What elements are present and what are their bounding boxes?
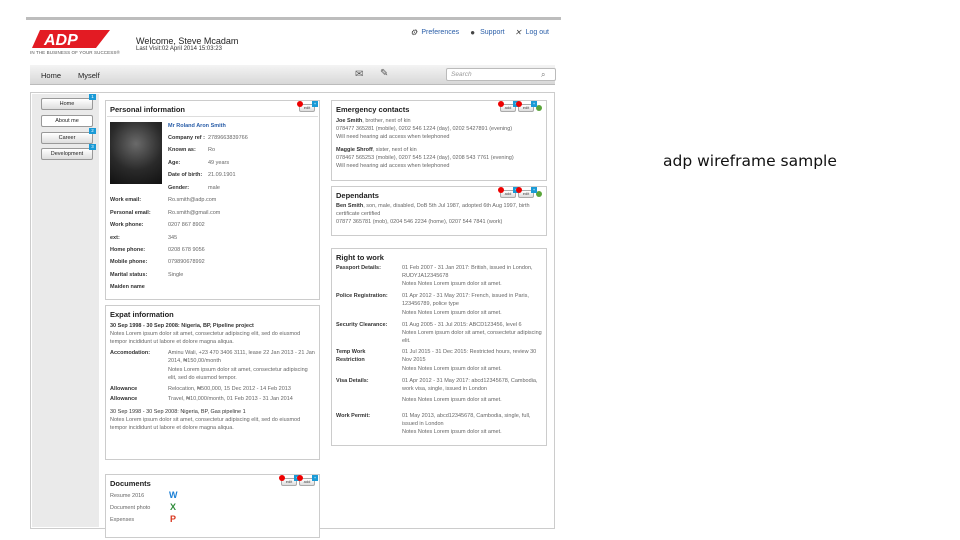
close-icon: ✕: [514, 28, 522, 37]
right-to-work-title: Right to work: [336, 253, 384, 262]
field-value: 079890678992: [168, 259, 205, 265]
dependants-title: Dependants: [336, 191, 379, 200]
dependant-desc: , son, male, disabled, DoB 5th Jul 1987, adopted 6th Aug 1997, birth certificate certified: [336, 203, 530, 217]
edit-button[interactable]: + edit: [518, 104, 534, 112]
profile-photo: [110, 122, 162, 184]
documents-tools: [281, 475, 317, 486]
search-icon[interactable]: ⌕: [541, 70, 546, 79]
expat-notes: Notes Lorem ipsum dolor sit amet, consectetur adipiscing elit, sed do eiusmod tempor incididunt ut labore et dolore magna aliqua.: [110, 331, 301, 345]
add-button[interactable]: add: [500, 190, 516, 198]
field-note: Notes Lorem ipsum dolor sit amet, consectetur adipiscing elit.: [402, 330, 542, 344]
field-value: 01 May 2013, abcd12345678, Cambodia, single, full, issued in London: [402, 413, 531, 427]
field-value: 0208 678 9056: [168, 247, 205, 253]
field-label: Date of birth:: [168, 172, 203, 178]
nav-myself[interactable]: Myself: [78, 71, 100, 80]
field-label: Allowance: [110, 386, 138, 392]
word-icon[interactable]: W: [169, 490, 178, 500]
emergency-contacts-panel: [331, 100, 547, 181]
field-note: Notes Notes Lorem ipsum dolor sit amet.: [402, 366, 502, 372]
emergency-title: Emergency contacts: [336, 105, 410, 114]
field-note: Notes Notes Lorem ipsum dolor sit amet.: [402, 429, 502, 435]
documents-title: Documents: [110, 479, 151, 488]
wrench-icon[interactable]: ✎: [380, 68, 389, 79]
contact-name: Joe Smith: [336, 118, 363, 124]
field-value: 2789663839766: [208, 135, 248, 141]
personal-info-panel: [105, 100, 320, 300]
field-label: Marital status:: [110, 272, 148, 278]
field-value: 21.09.1901: [208, 172, 236, 178]
field-value: male: [208, 185, 220, 191]
svg-text:ADP: ADP: [44, 32, 78, 49]
right-to-work-panel: [331, 248, 547, 446]
main-content: [30, 92, 555, 529]
field-value: 01 Feb 2007 - 31 Jan 2017: British, issued in London, RUDYJA12345678: [402, 265, 533, 279]
welcome-text: Welcome, Steve Mcadam: [136, 36, 239, 46]
field-label: Accomodation:: [110, 350, 151, 356]
field-label: Work phone:: [110, 222, 144, 228]
field-label: Personal email:: [110, 210, 151, 216]
field-value: Notes Lorem ipsum dolor sit amet, consectetur adipiscing elit, sed do eiusmod tempor.: [168, 367, 308, 381]
field-label: Security Clearance:: [336, 322, 388, 328]
powerpoint-icon[interactable]: P: [170, 514, 177, 524]
field-value: Single: [168, 272, 184, 278]
field-label: Mobile phone:: [110, 259, 148, 265]
field-value: Travel, ₦10,000/month, 01 Feb 2013 - 31 Jan 2014: [168, 396, 293, 402]
field-value: 01 Apr 2012 - 31 May 2017: abcd12345678, Cambodia, work visa, single, issued in London: [402, 378, 538, 392]
field-value: 0207 867 8902: [168, 222, 205, 228]
field-label: Visa Details:: [336, 378, 369, 384]
field-value: Ro: [208, 147, 216, 153]
field-label: Police Registration:: [336, 293, 388, 299]
edit-button[interactable]: + edit: [299, 104, 315, 112]
nav-bar: [30, 65, 555, 85]
contact-note: Will need hearing aid access when telephoned: [336, 163, 450, 169]
contact-note: Will need hearing aid access when telephoned: [336, 134, 450, 140]
wireframe-frame: [26, 17, 561, 529]
field-value: Relocation, ₦500,000, 15 Dec 2012 - 14 Feb 2013: [168, 386, 291, 392]
documents-panel: [105, 474, 320, 538]
contact-phones: 078477 365281 (mobile), 0202 546 1224 (day), 0202 5427891 (evening): [336, 126, 513, 132]
field-label: Known as:: [168, 147, 196, 153]
dependant-name: Ben Smith: [336, 203, 364, 209]
excel-icon[interactable]: X: [170, 502, 177, 512]
field-label: Age:: [168, 160, 181, 166]
top-links: [409, 28, 549, 37]
sidebar-item-about-me[interactable]: About me: [41, 115, 93, 127]
sidebar-badge-career: 2: [89, 128, 96, 134]
field-label: Maiden name: [110, 284, 145, 290]
add-button[interactable]: + add: [299, 478, 315, 486]
dependant-phones: 07877 365781 (mob), 0204 546 2234 (home), 0207 544 7841 (work): [336, 219, 503, 225]
sidebar-badge-home: 1: [89, 94, 96, 100]
expat-notes-2: Notes Lorem ipsum dolor sit amet, consectetur adipiscing elit, sed do eiusmod tempor incididunt ut labore et dolore magna aliqua.: [110, 417, 301, 431]
slide-caption: adp wireframe sample: [663, 152, 837, 170]
sidebar-badge-development: 3: [89, 144, 96, 150]
field-value: Aminu Wali, +23 470 3406 3111, lease 22 Jan 2013 - 21 Jan 2014, ₦150,00/month: [168, 350, 315, 364]
field-label: Home phone:: [110, 247, 146, 253]
sidebar-item-development[interactable]: Development: [41, 148, 93, 160]
field-label: Work email:: [110, 197, 142, 203]
expat-info-panel: [105, 305, 320, 460]
chat-icon: ●: [470, 28, 476, 37]
document-item[interactable]: Document photo: [110, 505, 151, 511]
logout-link[interactable]: ✕ Log out: [514, 28, 549, 37]
field-value: 345: [168, 235, 178, 241]
dependants-tools: [500, 187, 542, 198]
field-label: Gender:: [168, 185, 190, 191]
contact-relation: , brother, next of kin: [362, 118, 411, 124]
sidebar: [32, 94, 99, 527]
last-visit: Last Visit:02 April 2014 15:03:23: [136, 46, 222, 52]
sidebar-item-career[interactable]: Career: [41, 132, 93, 144]
tagline: IN THE BUSINESS OF YOUR SUCCESS®: [30, 50, 120, 55]
expat-heading-2: 30 Sep 1998 - 30 Sep 2008: Nigeria, BP, Gas pipeline 1: [110, 409, 246, 415]
contact-name: Maggie Shroff: [336, 147, 373, 153]
personal-tools: [299, 101, 317, 112]
field-value: Ro.smith@gmail.com: [168, 210, 221, 216]
field-value: 01 Apr 2012 - 31 May 2017: French, issued in Paris, 123456789, police type: [402, 293, 529, 307]
field-label: Company ref :: [168, 135, 205, 141]
employee-name[interactable]: Mr Roland Aron Smith: [168, 123, 226, 129]
personal-info-title: Personal information: [110, 105, 186, 114]
field-label: Temp Work Restriction: [336, 349, 366, 363]
field-label: Work Permit:: [336, 413, 371, 419]
emergency-tools: [500, 101, 542, 112]
field-note: Notes Notes Lorem ipsum dolor sit amet.: [402, 310, 502, 316]
field-value: 01 Aug 2005 - 31 Jul 2015: ABCD123456, level 6: [402, 322, 522, 328]
field-value: 01 Jul 2015 - 31 Dec 2015: Restricted hours, review 30 Nov 2015: [402, 349, 537, 363]
sidebar-item-home[interactable]: Home: [41, 98, 93, 110]
top-divider: [26, 17, 561, 20]
gear-icon: ⚙: [410, 28, 418, 37]
support-link[interactable]: ● Support: [468, 28, 505, 37]
add-button[interactable]: add: [500, 104, 516, 112]
field-label: Passport Details:: [336, 265, 381, 271]
field-value: 49 years: [208, 160, 230, 166]
document-item[interactable]: Expenses: [110, 517, 135, 523]
edit-button[interactable]: edit: [281, 478, 297, 486]
field-note: Notes Notes Lorem ipsum dolor sit amet.: [402, 397, 502, 403]
contact-relation: , sister, next of kin: [372, 147, 417, 153]
field-label: Allowance: [110, 396, 138, 402]
document-item[interactable]: Resume 2016: [110, 493, 145, 499]
mail-icon[interactable]: ✉: [355, 69, 364, 80]
field-note: Notes Notes Lorem ipsum dolor sit amet.: [402, 281, 502, 287]
field-label: ext:: [110, 235, 120, 241]
edit-button[interactable]: + edit: [518, 190, 534, 198]
nav-home[interactable]: Home: [41, 71, 62, 80]
search-input[interactable]: Search: [446, 68, 556, 81]
expat-info-title: Expat information: [110, 310, 174, 319]
field-value: Ro.smith@adp.com: [168, 197, 217, 203]
preferences-link[interactable]: ⚙ Preferences: [410, 28, 460, 37]
expat-heading: 30 Sep 1998 - 30 Sep 2008: Nigeria, BP, Pipeline project: [110, 323, 254, 329]
contact-phones: 078467 565253 (mobile), 0207 545 1224 (day), 0208 543 7761 (evening): [336, 155, 514, 161]
dependants-panel: [331, 186, 547, 236]
